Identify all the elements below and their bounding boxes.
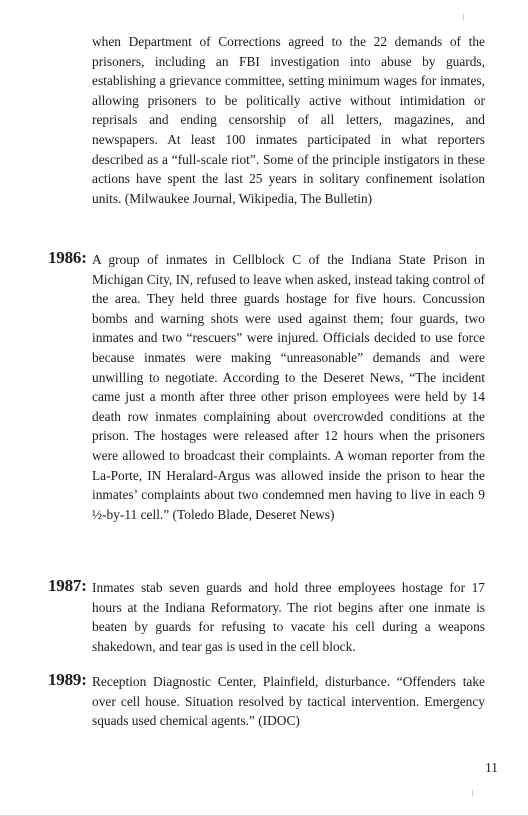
entry-year: 1986: [48, 248, 87, 267]
continuation-paragraph: when Department of Corrections agreed to the 22 demands of the prisoners, including an FBI investigation into abuse by guards, establishing a grievance committee, setting minimum wages for inmates, allowing prisoners to be politically active without intimidation or reprisals and ending censorship of all letters, magazines, and newspapers. At least 100 inmates participated in what reporters described as a “full-scale riot”. Some of the principle instigators in these actions have spent the last 25 years in solitary confinement isolation units. (Milwaukee Journal, Wikipedia, The Bulletin) [92, 34, 485, 206]
entry-text: Inmates stab seven guards and hold three employees hostage for 17 hours at the Indiana Reformatory. The riot begins after one inmate is beaten by guards for refusing to vacate his cell during a weapons shakedown, and tear gas is used in the cell block. [92, 580, 485, 654]
entry-1986 [48, 250, 485, 524]
entry-text: A group of inmates in Cellblock C of the Indiana State Prison in Michigan City, IN, refused to leave when asked, instead taking control of the area. They held three guards hostage for five hours. Concussion bombs and warning shots were used against them; four guards, two inmates and two “rescuers” were injured. Officials decided to use force because inmates were making “unreasonable” demands and were unwilling to negotiate. According to the Deseret News, “The incident came just a month after three other prison employees were held by 14 death row inmates complaining about overcrowded conditions at the prison. The hostages were released after 12 hours when the prisoners were allowed to broadcast their complaints. A woman reporter from the La-Porte, IN Heralard-Argus was allowed inside the prison to hear the inmates’ complaints about two condemned men having to live in each 9 ½-by-11 cell.” (Toledo Blade, Deseret News) [92, 252, 485, 522]
entry-text: Reception Diagnostic Center, Plainfield, disturbance. “Offenders take over cell house. Situation resolved by tactical intervention. Emergency squads used chemical agents.” (IDOC) [92, 674, 485, 729]
entry-year: 1989: [48, 670, 87, 689]
page-number: 11 [485, 760, 498, 775]
entry-year: 1987: [48, 576, 87, 595]
crop-mark [463, 14, 464, 20]
entry-1987 [48, 578, 485, 656]
entry-1989 [48, 672, 485, 731]
crop-mark [472, 790, 473, 796]
